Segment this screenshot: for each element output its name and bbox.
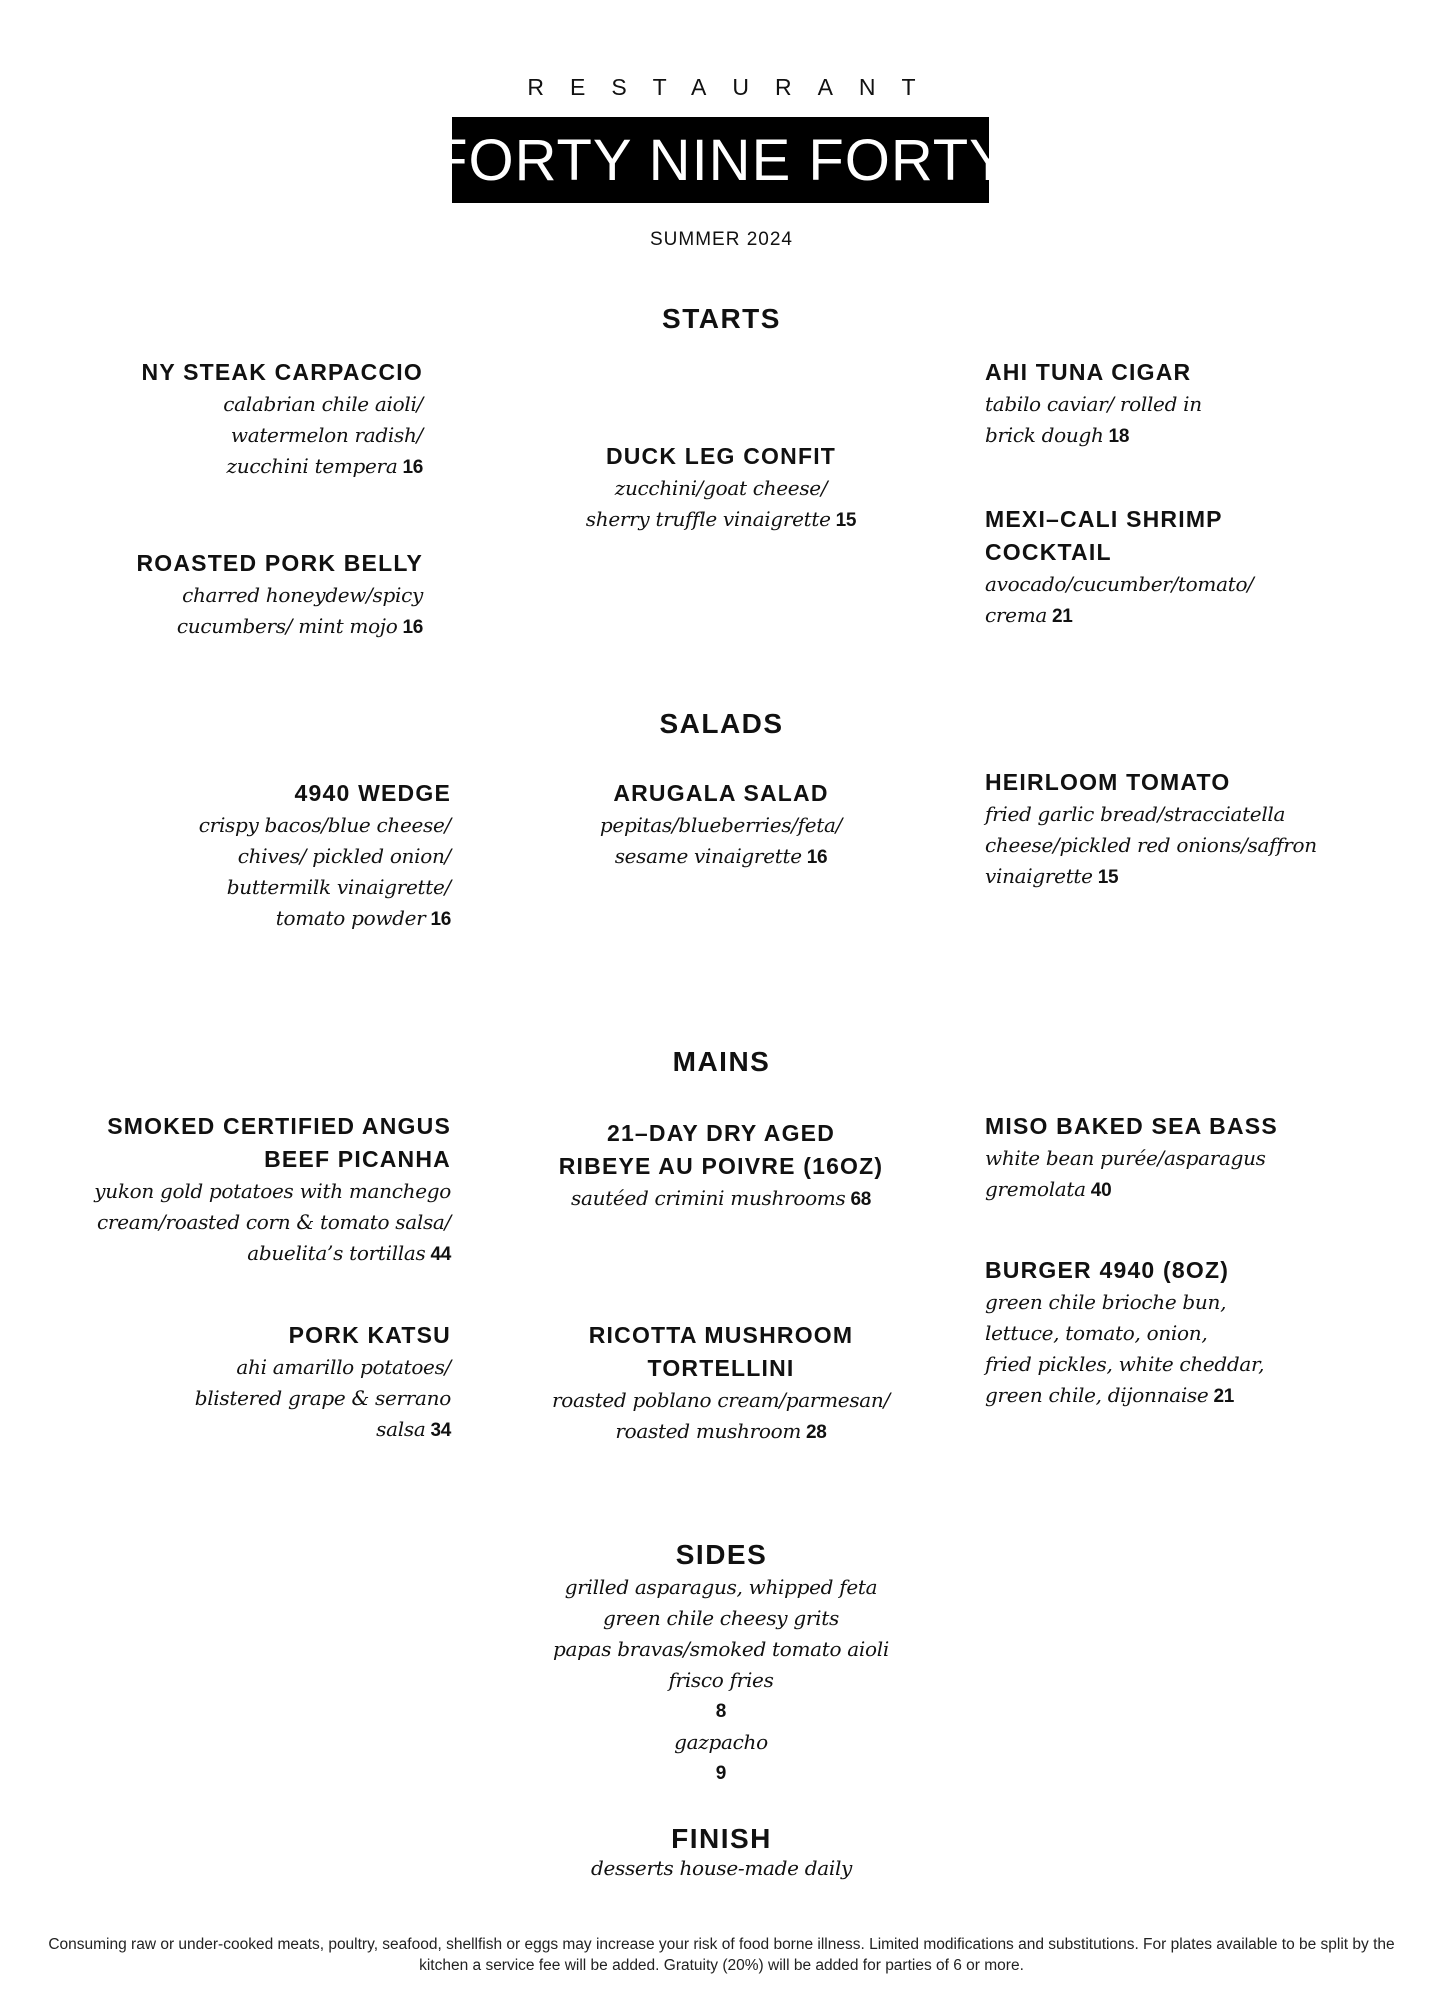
brand-logo-box — [432, 117, 1009, 203]
item-description: avocado/cucumber/tomato/ crema 21 — [985, 572, 1254, 627]
item-description: green chile brioche bun, lettuce, tomato, onion, fried pickles, white cheddar, green chile, dijonnaise 21 — [985, 1290, 1265, 1407]
season-label: SUMMER 2024 — [650, 229, 793, 250]
item-name: RICOTTA MUSHROOM TORTELLINI — [588, 1322, 854, 1381]
side-item: green chile cheesy grits — [603, 1606, 839, 1630]
item-name: AHI TUNA CIGAR — [985, 359, 1192, 385]
item-price: 40 — [1090, 1180, 1112, 1201]
item-name: MISO BAKED SEA BASS — [985, 1113, 1278, 1139]
item-name: NY STEAK CARPACCIO — [141, 359, 423, 385]
item-name: ROASTED PORK BELLY — [136, 550, 423, 576]
item-name: HEIRLOOM TOMATO — [985, 769, 1231, 795]
item-price: 28 — [806, 1422, 827, 1443]
menu-item — [31, 777, 451, 935]
finish-description: desserts house-made daily — [590, 1856, 853, 1880]
side-item: grilled asparagus, whipped feta — [564, 1575, 878, 1599]
brand-restaurant-label: RESTAURANT — [527, 74, 942, 100]
item-name: SMOKED CERTIFIED ANGUS BEEF PICANHA — [107, 1113, 451, 1172]
item-price: 18 — [1108, 426, 1130, 447]
item-description: calabrian chile aioli/ watermelon radish/ zucchini tempera 16 — [223, 392, 423, 478]
item-description: crispy bacos/blue cheese/ chives/ pickled onion/ buttermilk vinaigrette/ tomato powder 16 — [198, 813, 451, 930]
item-price: 16 — [402, 457, 423, 478]
item-name: PORK KATSU — [288, 1322, 451, 1348]
menu-item — [985, 766, 1425, 893]
item-description: roasted poblano cream/parmesan/ roasted mushroom 28 — [552, 1388, 890, 1443]
item-description: yukon gold potatoes with manchego cream/roasted corn & tomato salsa/ abuelita’s tortillas 44 — [94, 1179, 451, 1265]
section-title-salads: SALADS — [659, 708, 784, 739]
item-description: pepitas/blueberries/feta/ sesame vinaigrette 16 — [599, 813, 843, 868]
menu-item — [985, 1110, 1405, 1206]
item-price: 21 — [1213, 1386, 1234, 1407]
side-item: frisco fries — [668, 1668, 774, 1692]
item-price: 16 — [402, 617, 423, 638]
section-title-finish: FINISH — [671, 1823, 772, 1854]
menu-item — [511, 440, 931, 536]
item-name: BURGER 4940 (8OZ) — [985, 1257, 1230, 1283]
menu-item — [985, 503, 1405, 632]
section-title-starts: STARTS — [662, 303, 781, 334]
item-name: ARUGALA SALAD — [613, 780, 829, 806]
menu-item — [511, 1319, 931, 1448]
item-price: 44 — [430, 1244, 451, 1265]
item-price: 21 — [1052, 606, 1073, 627]
brand-name: FORTY NINE FORTY — [432, 127, 1009, 193]
item-description: fried garlic bread/stracciatella cheese/pickled red onions/saffron vinaigrette 15 — [985, 802, 1317, 888]
menu-item — [511, 777, 931, 873]
item-description: tabilo caviar/ rolled in brick dough 18 — [985, 392, 1202, 447]
item-description: charred honeydew/spicy cucumbers/ mint mojo 16 — [176, 583, 423, 638]
item-price: 16 — [806, 847, 828, 868]
item-name: DUCK LEG CONFIT — [605, 443, 837, 469]
menu-item — [31, 1319, 451, 1446]
item-price: 15 — [1097, 867, 1119, 888]
item-description: zucchini/goat cheese/ sherry truffle vinaigrette 15 — [585, 476, 857, 531]
item-description: ahi amarillo potatoes/ blistered grape & serrano salsa 34 — [194, 1355, 451, 1441]
menu-item — [31, 1110, 451, 1270]
item-name: MEXI–CALI SHRIMP COCKTAIL — [985, 506, 1223, 565]
menu-item — [511, 1117, 931, 1215]
side-item: papas bravas/smoked tomato aioli — [553, 1637, 889, 1661]
item-price: 15 — [835, 510, 857, 531]
item-price: 34 — [430, 1420, 451, 1441]
section-title-sides: SIDES — [675, 1539, 768, 1570]
sides-price: 8 — [715, 1701, 727, 1722]
item-name: 21–DAY DRY AGED RIBEYE AU POIVRE (16OZ) — [558, 1120, 884, 1179]
gazpacho-price: 9 — [715, 1763, 727, 1784]
menu-item — [3, 356, 423, 483]
menu-item — [985, 356, 1405, 452]
disclaimer-text: Consuming raw or under-cooked meats, poultry, seafood, shellfish or eggs may increase your risk of food borne illness. Limited modifications and substitutions. For plates available to be split by the kitchen a service fee will be added. Gratuity (20%) will be added for parties of 6 or more. — [48, 1936, 1395, 1974]
sides-list — [421, 1572, 1021, 1789]
item-description: sautéed crimini mushrooms 68 — [570, 1186, 871, 1210]
item-price: 68 — [850, 1189, 871, 1210]
item-name: 4940 WEDGE — [294, 780, 451, 806]
section-title-mains: MAINS — [672, 1046, 771, 1077]
item-description: white bean purée/asparagus gremolata 40 — [985, 1146, 1266, 1201]
menu-item — [3, 547, 423, 643]
side-item: gazpacho — [674, 1730, 768, 1754]
item-price: 16 — [430, 909, 451, 930]
menu-item — [985, 1254, 1405, 1412]
